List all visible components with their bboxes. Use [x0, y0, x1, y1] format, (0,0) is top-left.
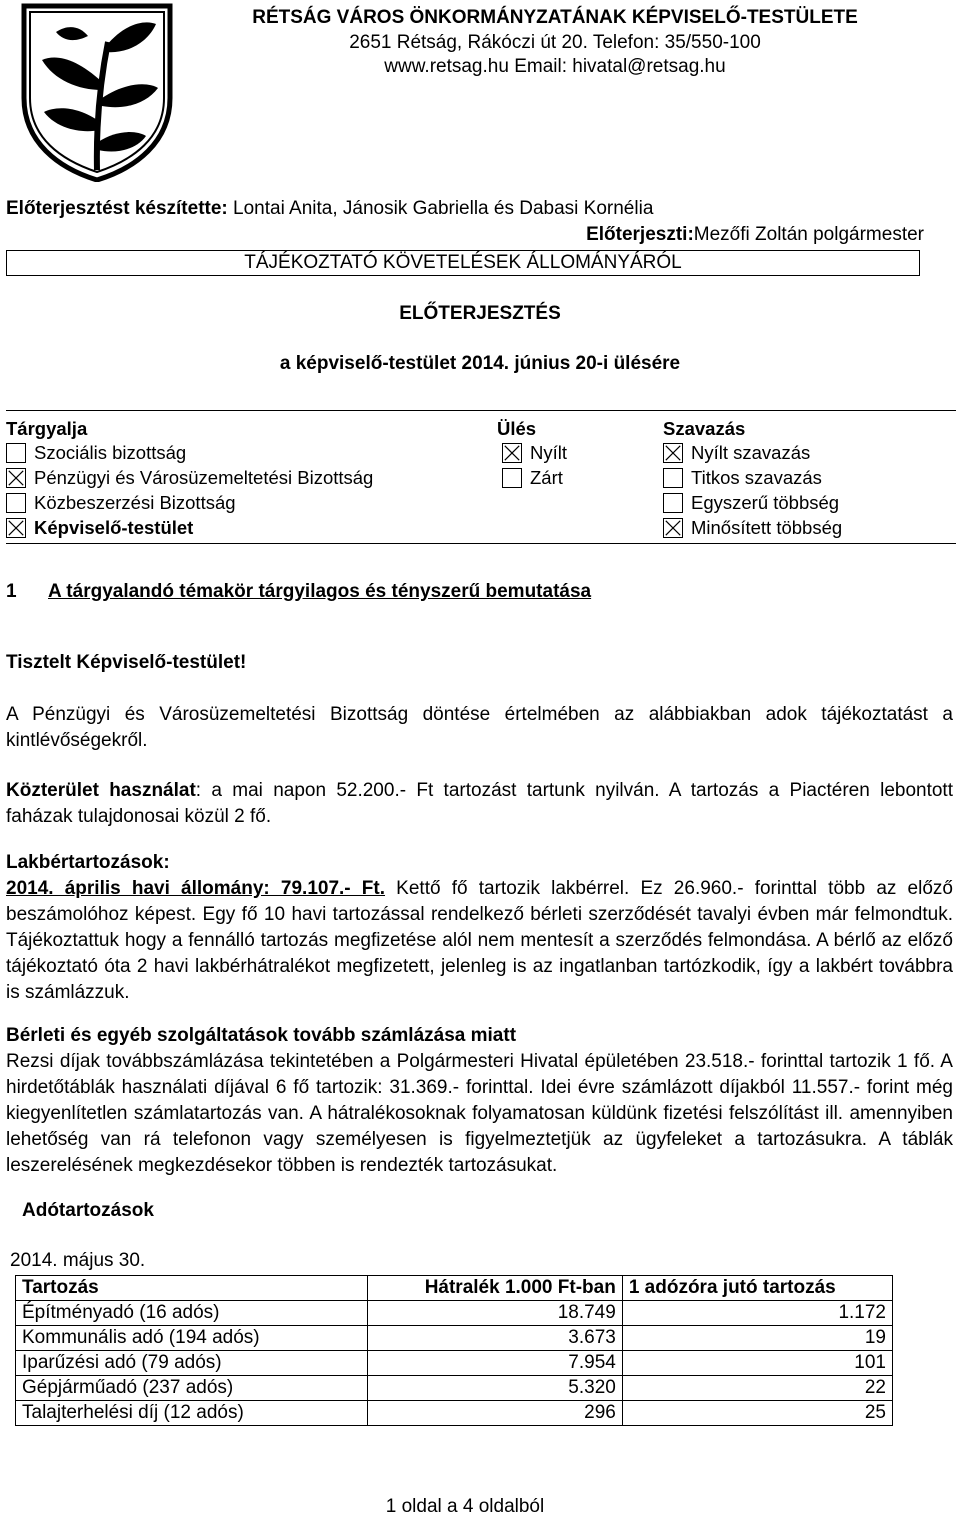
kozterulet-label: Közterület használat [6, 780, 196, 801]
section-title: A tárgyalandó témakör tárgyilagos és tényszerű bemutatása [48, 581, 592, 602]
grid-item-zart[interactable]: Zárt [502, 466, 563, 490]
unchecked-checkbox[interactable] [6, 493, 26, 513]
org-address: 2651 Rétság, Rákóczi út 20. Telefon: 35/550-100 [349, 32, 761, 53]
berleti-heading: Bérleti és egyéb szolgáltatások tovább számlázása miatt [6, 1025, 517, 1046]
column-header: Hátralék 1.000 Ft-ban [367, 1276, 622, 1301]
grid-item-nyilt[interactable]: Nyílt [502, 441, 567, 465]
grid-item-minositett-tobbseg[interactable]: Minősített többség [663, 516, 842, 540]
grid-item-egyszeru-tobbseg[interactable]: Egyszerű többség [663, 491, 839, 515]
ado-heading: Adótartozások [22, 1200, 154, 1221]
grid-header-szavazas: Szavazás [663, 418, 746, 439]
prepared-by-value: Lontai Anita, Jánosik Gabriella és Dabasi Kornélia [227, 198, 654, 219]
grid-item-nyilt-szavazas[interactable]: Nyílt szavazás [663, 441, 810, 465]
column-header: Tartozás [16, 1276, 368, 1301]
presenter-label: Előterjeszti: [586, 224, 694, 245]
document-type: ELŐTERJESZTÉS [399, 303, 561, 324]
intro-paragraph: A Pénzügyi és Városüzemeltetési Bizottság döntése értelmében az alábbiakban adok tájékoztatást a kintlévőségekről. [6, 704, 953, 751]
berleti-paragraph: Rezsi díjak továbbszámlázása tekintetében a Polgármesteri Hivatal épületében 23.518.- forinttal tartozik 1 fő. A hirdetőtáblák használati díjával 6 fő tartozik: 31.369.- forinttal. Idei évre számlázott díjakból 11.557.- forint még kiegyenlítetlen számlatartozás van. A hátralékosoknak folyamatosan küldünk fizetési felszólítást ill. amennyiben lehetőség van rá telefonon vagy személyesen is figyelmeztetjük az ügyfeleket a tartozásukra. A táblák leszerelésének megkezdésekor többen is rendezték tartozásukat. [6, 1051, 953, 1176]
org-contact: www.retsag.hu Email: hivatal@retsag.hu [384, 56, 726, 77]
checked-checkbox[interactable] [6, 468, 26, 488]
grid-item-titkos-szavazas[interactable]: Titkos szavazás [663, 466, 822, 490]
page-footer: 1 oldal a 4 oldalból [385, 1496, 545, 1517]
column-header: 1 adózóra jutó tartozás [622, 1276, 892, 1301]
table-row: Iparűzési adó (79 adós) 7.954 101 [16, 1351, 893, 1376]
city-crest-logo [16, 2, 178, 182]
unchecked-checkbox[interactable] [663, 468, 683, 488]
lakber-paragraph [6, 876, 953, 1006]
table-row: Kommunális adó (194 adós) 3.673 19 [16, 1326, 893, 1351]
greeting: Tisztelt Képviselő-testület! [6, 652, 247, 673]
grid-header-targyalja: Tárgyalja [6, 418, 88, 439]
lakber-text: Kettő fő tartozik lakbérrel. Ez 26.960.- forinttal több az előző beszámolóhoz képest. Egy fő 10 havi tartozással rendelkező bérleti szerződését tavalyi évben már felmondtuk. Tájékoztattuk hogy a fennálló tartozás megfizetése alól nem mentesít a szerződés felmondása. A bérlő az előző tájékoztató óta 2 havi lakbérhátralékot megfizetett, jelenleg is az ingatlanban tartózkodik, így a lakbért továbbra is számlázzuk. [6, 878, 953, 1003]
prepared-by [6, 198, 653, 220]
section-number: 1 [6, 581, 17, 602]
lakber-heading: Lakbértartozások: [6, 852, 170, 873]
unchecked-checkbox[interactable] [6, 443, 26, 463]
table-header-row [16, 1276, 893, 1301]
grid-item-kozbeszerzesi[interactable]: Közbeszerzési Bizottság [6, 491, 236, 515]
table-row: Építményadó (16 adós) 18.749 1.172 [16, 1301, 893, 1326]
tax-debt-table [15, 1275, 893, 1426]
unchecked-checkbox[interactable] [502, 468, 522, 488]
grid-item-kepviselo-testulet[interactable]: Képviselő-testület [6, 516, 193, 540]
checked-checkbox[interactable] [6, 518, 26, 538]
grid-item-szocialis[interactable]: Szociális bizottság [6, 441, 186, 465]
grid-header-ules: Ülés [497, 418, 537, 439]
meeting-line: a képviselő-testület 2014. június 20-i ülésére [279, 353, 681, 374]
checked-checkbox[interactable] [663, 443, 683, 463]
unchecked-checkbox[interactable] [663, 493, 683, 513]
kozterulet-text: : a mai napon 52.200.- Ft tartozást tartunk nyilván. A tartozás a Piactéren lebontott faházak tulajdonosai közül 2 fő. [6, 780, 953, 827]
checked-checkbox[interactable] [502, 443, 522, 463]
checked-checkbox[interactable] [663, 518, 683, 538]
document-title: TÁJÉKOZTATÓ KÖVETELÉSEK ÁLLOMÁNYÁRÓL [6, 250, 920, 276]
grid-top-rule [6, 410, 956, 411]
lakber-balance: 2014. április havi állomány: 79.107.- Ft. [6, 878, 386, 899]
org-name: RÉTSÁG VÁROS ÖNKORMÁNYZATÁNAK KÉPVISELŐ-TESTÜLETE [252, 7, 858, 28]
ado-date: 2014. május 30. [10, 1250, 146, 1271]
presenter [586, 224, 924, 246]
table-row: Gépjárműadó (237 adós) 5.320 22 [16, 1376, 893, 1401]
grid-item-penzugyi[interactable]: Pénzügyi és Városüzemeltetési Bizottság [6, 466, 373, 490]
presenter-value: Mezőfi Zoltán polgármester [693, 224, 924, 245]
grid-bottom-rule [6, 543, 956, 544]
kozterulet-paragraph [6, 778, 953, 830]
prepared-by-label: Előterjesztést készítette: [6, 198, 228, 219]
table-row: Talajterhelési díj (12 adós) 296 25 [16, 1401, 893, 1426]
